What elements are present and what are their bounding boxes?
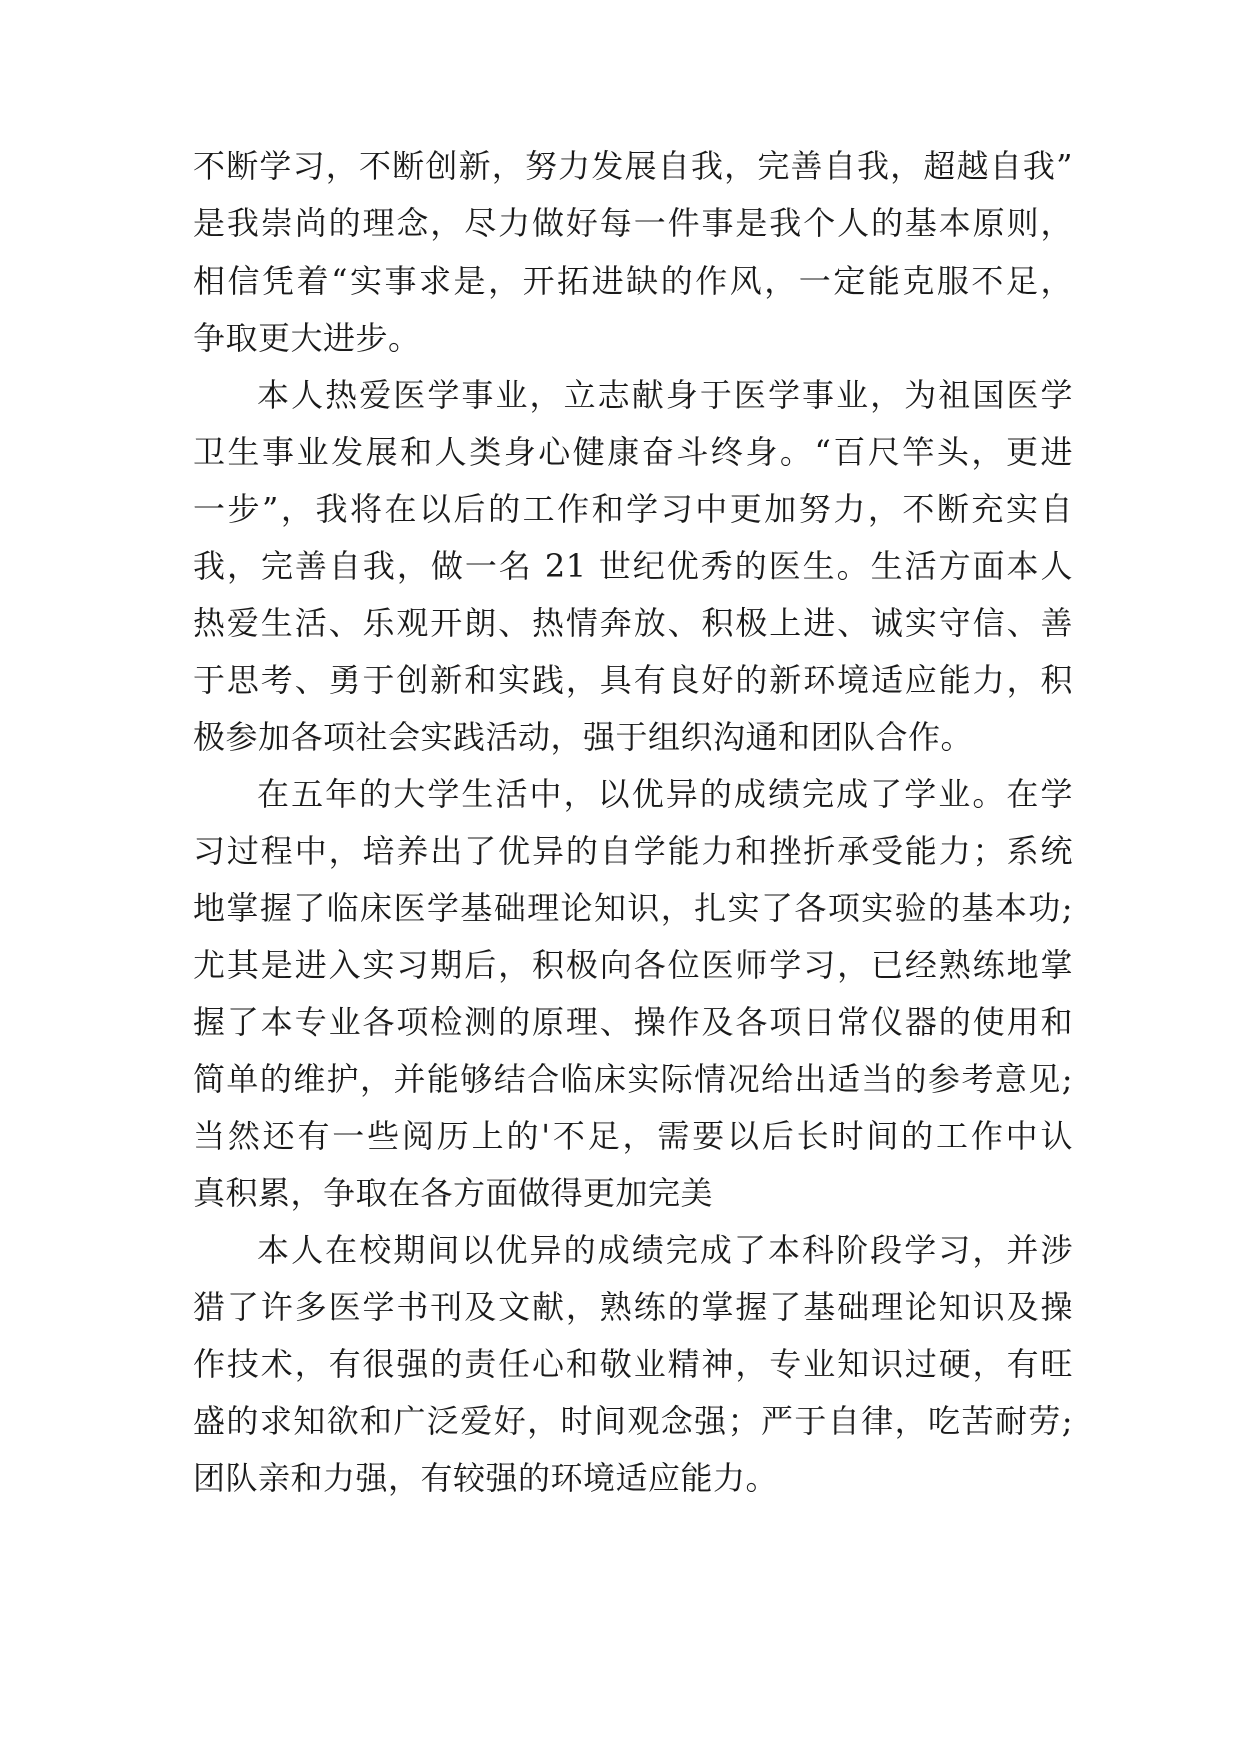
paragraph-first-line: 本人热爱医学事业，立志献身于医学事业，为祖国医学 [257, 376, 1073, 414]
text-line: 卫生事业发展和人类身心健康奋斗终身。“百尺竿头，更进 [193, 433, 1073, 471]
text-line: 一步”，我将在以后的工作和学习中更加努力，不断充实自 [193, 490, 1073, 528]
paragraph-first-line: 本人在校期间以优异的成绩完成了本科阶段学习，并涉 [257, 1231, 1073, 1269]
text-line: 习过程中，培养出了优异的自学能力和挫折承受能力；系统 [193, 832, 1073, 870]
text-line: 当然还有一些阅历上的'不足，需要以后长时间的工作中认 [193, 1117, 1073, 1155]
text-line: 极参加各项社会实践活动，强于组织沟通和团队合作。 [193, 718, 974, 756]
text-line: 地掌握了临床医学基础理论知识，扎实了各项实验的基本功; [193, 889, 1073, 927]
paragraph-first-line: 在五年的大学生活中，以优异的成绩完成了学业。在学 [257, 775, 1073, 813]
text-line: 热爱生活、乐观开朗、热情奔放、积极上进、诚实守信、善 [193, 604, 1073, 642]
text-line: 盛的求知欲和广泛爱好，时间观念强；严于自律，吃苦耐劳; [193, 1402, 1073, 1440]
text-line: 争取更大进步。 [193, 319, 421, 357]
text-line: 于思考、勇于创新和实践，具有良好的新环境适应能力，积 [193, 661, 1073, 699]
text-line: 握了本专业各项检测的原理、操作及各项日常仪器的使用和 [193, 1003, 1073, 1041]
text-line: 不断学习，不断创新，努力发展自我，完善自我，超越自我” [193, 147, 1073, 185]
text-line: 我，完善自我，做一名 21 世纪优秀的医生。生活方面本人 [193, 547, 1073, 585]
text-line: 真积累，争取在各方面做得更加完美 [193, 1174, 714, 1212]
text-line: 作技术，有很强的责任心和敬业精神，专业知识过硬，有旺 [193, 1345, 1073, 1383]
text-line: 简单的维护，并能够结合临床实际情况给出适当的参考意见; [193, 1060, 1073, 1098]
text-line: 相信凭着“实事求是，开拓进缺的作风，一定能克服不足， [193, 262, 1073, 300]
text-line: 是我崇尚的理念，尽力做好每一件事是我个人的基本原则， [193, 204, 1073, 242]
text-line: 尤其是进入实习期后，积极向各位医师学习，已经熟练地掌 [193, 946, 1073, 984]
text-line: 猎了许多医学书刊及文献，熟练的掌握了基础理论知识及操 [193, 1288, 1073, 1326]
text-line: 团队亲和力强，有较强的环境适应能力。 [193, 1459, 779, 1497]
